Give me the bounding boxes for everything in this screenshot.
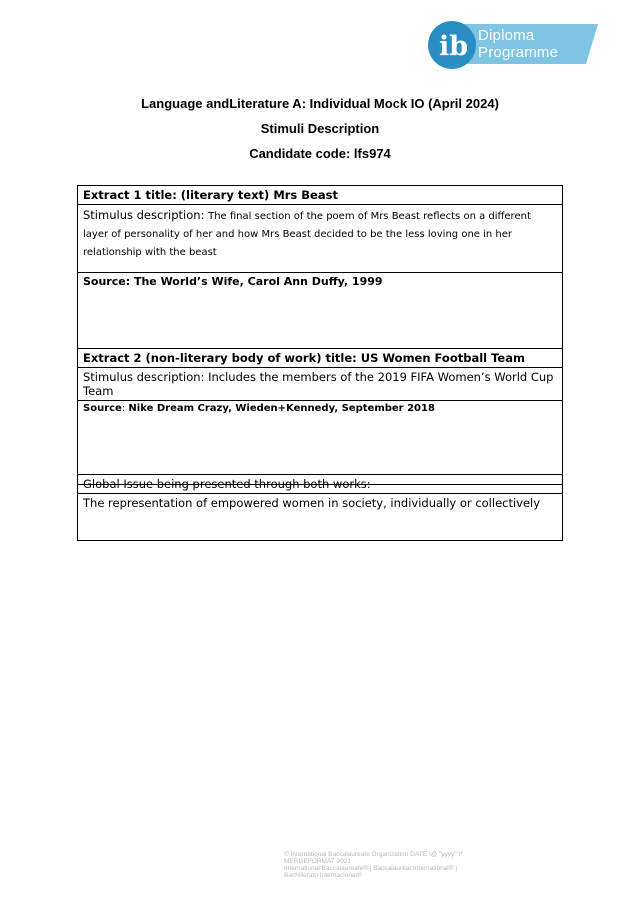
extract1-source-row [78, 273, 563, 349]
extracts-table [77, 185, 563, 485]
candidate-code: Candidate code: lfs974 [249, 146, 391, 161]
extract1-description-text: The final section of the poem of Mrs Beast reflects on a different layer of personality of her and how Mrs Beast decided to be the less loving one in her relationship with the beast [83, 211, 531, 258]
footer-line-1: © International Baccalaureate Organization DATE \@ "yyyy" \* [284, 851, 463, 858]
extract2-source-row [78, 401, 563, 485]
extract2-source-text: Nike Dream Crazy, Wieden+Kennedy, September 2018 [128, 403, 435, 414]
extract2-source-label: Source [83, 403, 122, 414]
footer-line-4: Bachillerato Internacional® [284, 872, 362, 879]
global-issue-heading: Global Issue being presented through both works: [78, 475, 563, 494]
extract1-title: Extract 1 title: (literary text) Mrs Beast [78, 186, 563, 205]
global-issue-heading-row [78, 475, 563, 494]
logo-letter: ib [439, 31, 469, 62]
extract2-description-row [78, 368, 563, 401]
extract2-description: Stimulus description: Includes the members of the 2019 FIFA Women’s World Cup Team [78, 368, 563, 401]
logo-text-programme: Programme [478, 44, 559, 61]
extract1-source: Source: The World’s Wife, Carol Ann Duffy, 1999 [78, 273, 563, 349]
document-title: Language andLiterature A: Individual Mock IO (April 2024) [141, 96, 499, 111]
extract1-description [78, 205, 563, 273]
extract2-source-colon: : [121, 403, 129, 414]
extract1-description-row [78, 205, 563, 273]
document-subtitle: Stimuli Description [260, 121, 380, 136]
global-issue-body-row [78, 494, 563, 541]
extract2-title-row [78, 349, 563, 368]
extract2-source [78, 401, 563, 485]
global-issue-table [77, 474, 563, 541]
global-issue-text: The representation of empowered women in society, individually or collectively [78, 494, 563, 541]
extract1-description-label: Stimulus description: [83, 208, 205, 222]
extract2-title: Extract 2 (non-literary body of work) title: US Women Football Team [78, 349, 563, 368]
extract1-title-row [78, 186, 563, 205]
footer-line-2: MERGEFORMAT 2021 [284, 858, 351, 865]
ib-diploma-logo [426, 18, 598, 72]
footer-line-3: International Baccalaureate® | Baccalauréat International® | [284, 865, 458, 872]
logo-text-diploma: Diploma [478, 27, 535, 44]
copyright-footer [284, 851, 484, 879]
